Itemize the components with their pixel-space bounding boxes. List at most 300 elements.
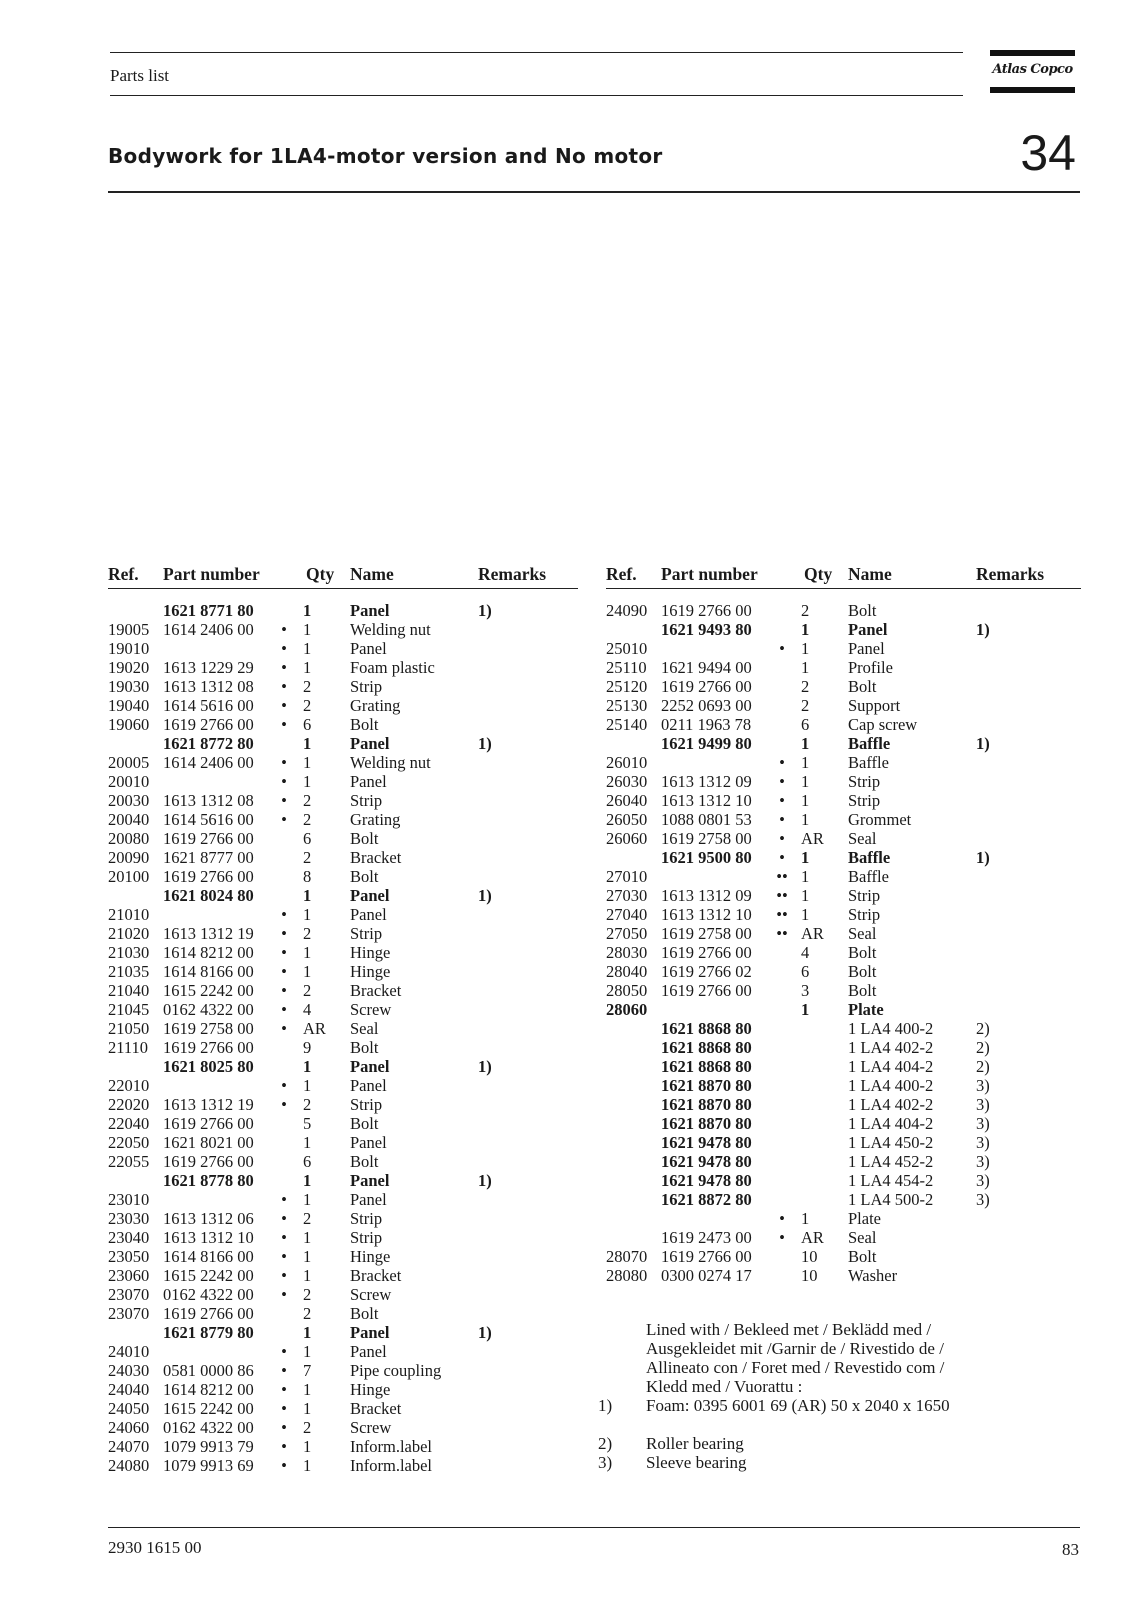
name-cell: Panel — [848, 639, 885, 658]
qty-cell: 8 — [303, 867, 312, 886]
part-number-cell: 1615 2242 00 — [163, 1399, 254, 1418]
table-row — [108, 1171, 578, 1190]
name-cell: Hinge — [350, 1247, 391, 1266]
indent-marker: • — [281, 1266, 287, 1285]
indent-marker: • — [281, 1399, 287, 1418]
table-row — [108, 1228, 578, 1247]
table-row — [606, 1000, 1081, 1019]
ref-cell: 23030 — [108, 1209, 150, 1228]
footer-rule — [108, 1527, 1080, 1528]
qty-cell: 1 — [801, 886, 810, 905]
table-row — [606, 1190, 1081, 1209]
qty-cell: 9 — [303, 1038, 312, 1057]
qty-cell: 1 — [303, 639, 312, 658]
qty-cell: 1 — [303, 886, 312, 905]
name-cell: Panel — [350, 905, 387, 924]
name-cell: Inform.label — [350, 1456, 433, 1475]
name-cell: Bolt — [848, 677, 877, 696]
part-number-cell: 1621 8024 80 — [163, 886, 254, 905]
indent-marker: • — [281, 1000, 287, 1019]
name-cell: Bolt — [848, 1247, 877, 1266]
ref-cell: 27050 — [606, 924, 648, 943]
remarks-cell: 3) — [976, 1171, 990, 1190]
name-cell: Panel — [350, 601, 390, 620]
qty-cell: 4 — [303, 1000, 312, 1019]
ref-cell: 25130 — [606, 696, 648, 715]
footnote-text: Lined with / Bekleed met / Beklädd med / — [646, 1320, 932, 1339]
name-cell: Bolt — [350, 829, 379, 848]
name-cell: Plate — [848, 1209, 881, 1228]
header-part-number: Part number — [163, 564, 260, 584]
table-row — [108, 1133, 578, 1152]
name-cell: Bolt — [848, 601, 877, 620]
name-cell: Welding nut — [350, 753, 431, 772]
qty-cell: 1 — [303, 772, 312, 791]
indent-marker: •• — [776, 867, 788, 886]
ref-cell: 22050 — [108, 1133, 150, 1152]
ref-cell: 24030 — [108, 1361, 150, 1380]
qty-cell: 1 — [801, 848, 810, 867]
name-cell: Cap screw — [848, 715, 918, 734]
qty-cell: 2 — [303, 924, 312, 943]
name-cell: Panel — [350, 639, 387, 658]
ref-cell: 26030 — [606, 772, 648, 791]
indent-marker: • — [281, 639, 287, 658]
part-number-cell: 1621 9478 80 — [661, 1152, 752, 1171]
indent-marker: • — [281, 1437, 287, 1456]
part-number-cell: 1619 2473 00 — [661, 1228, 752, 1247]
indent-marker: • — [779, 753, 785, 772]
name-cell: Panel — [350, 1133, 387, 1152]
indent-marker: • — [281, 1190, 287, 1209]
ref-cell: 24040 — [108, 1380, 150, 1399]
name-cell: Strip — [350, 1095, 383, 1114]
table-row — [606, 1095, 1081, 1114]
qty-cell: 6 — [801, 715, 810, 734]
name-cell: Panel — [350, 734, 390, 753]
footnote-text: Sleeve bearing — [646, 1453, 747, 1472]
header-rule — [110, 95, 963, 96]
ref-cell: 28080 — [606, 1266, 648, 1285]
name-cell: Hinge — [350, 962, 391, 981]
indent-marker: • — [281, 1076, 287, 1095]
qty-cell: 2 — [303, 810, 312, 829]
part-number-cell: 1619 2766 00 — [163, 1038, 254, 1057]
name-cell: Bolt — [848, 962, 877, 981]
remarks-cell: 2) — [976, 1057, 990, 1076]
name-cell: 1 LA4 452-2 — [848, 1152, 934, 1171]
table-row — [108, 1152, 578, 1171]
remarks-cell: 3) — [976, 1095, 990, 1114]
name-cell: Screw — [350, 1285, 392, 1304]
table-row — [606, 905, 1081, 924]
ref-cell: 23040 — [108, 1228, 150, 1247]
table-row — [108, 1342, 578, 1361]
name-cell: 1 LA4 404-2 — [848, 1057, 934, 1076]
qty-cell: 7 — [303, 1361, 312, 1380]
table-row — [108, 1380, 578, 1399]
qty-cell: 2 — [303, 1304, 312, 1323]
part-number-cell: 1621 9499 80 — [661, 734, 752, 753]
header-ref: Ref. — [606, 564, 637, 584]
ref-cell: 28030 — [606, 943, 648, 962]
qty-cell: 2 — [303, 1095, 312, 1114]
footnote-text: Kledd med / Vuorattu : — [646, 1377, 803, 1396]
ref-cell: 20030 — [108, 791, 150, 810]
indent-marker: • — [281, 791, 287, 810]
ref-cell: 23070 — [108, 1304, 150, 1323]
table-row — [108, 1114, 578, 1133]
table-row — [606, 1019, 1081, 1038]
remarks-cell: 3) — [976, 1133, 990, 1152]
part-number-cell: 1621 9500 80 — [661, 848, 752, 867]
footnote-text: Roller bearing — [646, 1434, 744, 1453]
qty-cell: 1 — [801, 658, 810, 677]
name-cell: Bolt — [350, 1152, 379, 1171]
name-cell: Hinge — [350, 1380, 391, 1399]
indent-marker: • — [281, 658, 287, 677]
qty-cell: 1 — [303, 1171, 312, 1190]
table-row — [108, 810, 578, 829]
qty-cell: 1 — [801, 867, 810, 886]
qty-cell: 2 — [303, 848, 312, 867]
indent-marker: • — [281, 905, 287, 924]
table-row — [606, 696, 1081, 715]
remarks-cell: 1) — [478, 1057, 492, 1076]
part-number-cell: 1619 2766 00 — [661, 601, 752, 620]
table-row — [108, 734, 578, 753]
remarks-cell: 1) — [478, 1323, 492, 1342]
table-row — [108, 1209, 578, 1228]
name-cell: 1 LA4 400-2 — [848, 1076, 934, 1095]
part-number-cell: 1613 1312 08 — [163, 791, 254, 810]
table-row — [606, 962, 1081, 981]
ref-cell: 22020 — [108, 1095, 150, 1114]
header-ref: Ref. — [108, 564, 139, 584]
remarks-cell: 2) — [976, 1038, 990, 1057]
indent-marker: •• — [776, 905, 788, 924]
qty-cell: 1 — [801, 1209, 810, 1228]
table-row — [108, 1361, 578, 1380]
table-header — [606, 564, 1081, 588]
header-qty: Qty — [306, 564, 335, 584]
part-number-cell: 1621 8021 00 — [163, 1133, 254, 1152]
name-cell: Welding nut — [350, 620, 431, 639]
table-row — [108, 1095, 578, 1114]
indent-marker: • — [281, 1228, 287, 1247]
ref-cell: 23070 — [108, 1285, 150, 1304]
table-row — [108, 658, 578, 677]
ref-cell: 21045 — [108, 1000, 150, 1019]
table-row — [108, 1000, 578, 1019]
ref-cell: 20040 — [108, 810, 150, 829]
part-number-cell: 1621 9493 80 — [661, 620, 752, 639]
name-cell: Baffle — [848, 753, 889, 772]
part-number-cell: 1621 9494 00 — [661, 658, 752, 677]
table-row — [108, 601, 578, 620]
part-number-cell: 1614 5616 00 — [163, 696, 254, 715]
table-row — [606, 1247, 1081, 1266]
ref-cell: 20080 — [108, 829, 150, 848]
remarks-cell: 2) — [976, 1019, 990, 1038]
part-number-cell: 1621 8779 80 — [163, 1323, 254, 1342]
table-row — [606, 848, 1081, 867]
part-number-cell: 1614 8212 00 — [163, 943, 254, 962]
qty-cell: 1 — [303, 943, 312, 962]
indent-marker: • — [281, 962, 287, 981]
header-name: Name — [350, 564, 394, 584]
ref-cell: 20100 — [108, 867, 150, 886]
part-number-cell: 1621 8870 80 — [661, 1095, 752, 1114]
qty-cell: 1 — [303, 1076, 312, 1095]
table-body — [606, 601, 1081, 1285]
header-underline — [606, 588, 1081, 589]
qty-cell: 1 — [801, 620, 810, 639]
name-cell: Screw — [350, 1000, 392, 1019]
part-number-cell: 1614 2406 00 — [163, 753, 254, 772]
indent-marker: •• — [776, 924, 788, 943]
ref-cell: 19010 — [108, 639, 150, 658]
remarks-cell: 3) — [976, 1152, 990, 1171]
part-number-cell: 0211 1963 78 — [661, 715, 752, 734]
part-number-cell: 1621 8772 80 — [163, 734, 254, 753]
part-number-cell: 1621 8868 80 — [661, 1057, 752, 1076]
ref-cell: 21040 — [108, 981, 150, 1000]
part-number-cell: 0300 0274 17 — [661, 1266, 752, 1285]
indent-marker: • — [281, 1380, 287, 1399]
table-row — [108, 1285, 578, 1304]
indent-marker: • — [281, 1456, 287, 1475]
remarks-cell: 1) — [478, 886, 492, 905]
qty-cell: 5 — [303, 1114, 312, 1133]
name-cell: Panel — [350, 1171, 390, 1190]
part-number-cell: 1621 9478 80 — [661, 1171, 752, 1190]
table-row — [606, 810, 1081, 829]
qty-cell: AR — [303, 1019, 326, 1038]
indent-marker: • — [779, 1209, 785, 1228]
name-cell: Plate — [848, 1000, 884, 1019]
qty-cell: AR — [801, 829, 824, 848]
indent-marker: • — [281, 620, 287, 639]
name-cell: Strip — [848, 905, 881, 924]
ref-cell: 22010 — [108, 1076, 150, 1095]
part-number-cell: 1615 2242 00 — [163, 1266, 254, 1285]
part-number-cell: 1613 1312 09 — [661, 772, 752, 791]
part-number-cell: 1621 8868 80 — [661, 1038, 752, 1057]
part-number-cell: 1621 8870 80 — [661, 1076, 752, 1095]
part-number-cell: 1619 2758 00 — [661, 829, 752, 848]
qty-cell: 6 — [303, 1152, 312, 1171]
remarks-cell: 1) — [976, 620, 990, 639]
indent-marker: • — [779, 1228, 785, 1247]
name-cell: Pipe coupling — [350, 1361, 442, 1380]
indent-marker: • — [779, 829, 785, 848]
table-row — [606, 1228, 1081, 1247]
qty-cell: 2 — [801, 601, 810, 620]
qty-cell: 2 — [303, 677, 312, 696]
part-number-cell: 1621 8771 80 — [163, 601, 254, 620]
name-cell: Bracket — [350, 1266, 402, 1285]
indent-marker: • — [779, 772, 785, 791]
footnote-text: Foam: 0395 6001 69 (AR) 50 x 2040 x 1650 — [646, 1396, 950, 1415]
table-row — [108, 1266, 578, 1285]
indent-marker: • — [281, 981, 287, 1000]
part-number-cell: 1619 2766 00 — [163, 829, 254, 848]
qty-cell: 2 — [303, 696, 312, 715]
qty-cell: 1 — [801, 905, 810, 924]
qty-cell: 2 — [303, 1209, 312, 1228]
part-number-cell: 1614 8166 00 — [163, 1247, 254, 1266]
part-number-cell: 1619 2766 00 — [661, 677, 752, 696]
part-number-cell: 1619 2766 00 — [163, 1152, 254, 1171]
name-cell: 1 LA4 500-2 — [848, 1190, 934, 1209]
name-cell: 1 LA4 402-2 — [848, 1095, 934, 1114]
part-number-cell: 0162 4322 00 — [163, 1285, 254, 1304]
ref-cell: 28040 — [606, 962, 648, 981]
table-row — [606, 601, 1081, 620]
name-cell: Baffle — [848, 867, 889, 886]
name-cell: Washer — [848, 1266, 898, 1285]
top-rule — [110, 52, 963, 53]
indent-marker: • — [281, 1342, 287, 1361]
ref-cell: 21050 — [108, 1019, 150, 1038]
name-cell: 1 LA4 400-2 — [848, 1019, 934, 1038]
indent-marker: • — [281, 1418, 287, 1437]
part-number-cell: 1613 1229 29 — [163, 658, 254, 677]
remarks-cell: 1) — [478, 601, 492, 620]
table-row — [108, 791, 578, 810]
ref-cell: 25010 — [606, 639, 648, 658]
indent-marker: • — [281, 715, 287, 734]
name-cell: Strip — [350, 677, 383, 696]
indent-marker: • — [281, 1361, 287, 1380]
ref-cell: 26060 — [606, 829, 648, 848]
ref-cell: 22040 — [108, 1114, 150, 1133]
indent-marker: •• — [776, 886, 788, 905]
ref-cell: 26040 — [606, 791, 648, 810]
name-cell: 1 LA4 454-2 — [848, 1171, 934, 1190]
table-row — [108, 886, 578, 905]
chapter-number: 34 — [1020, 125, 1076, 181]
part-number-cell: 1619 2766 00 — [163, 715, 254, 734]
part-number-cell: 1619 2766 00 — [163, 1114, 254, 1133]
qty-cell: 1 — [303, 734, 312, 753]
table-row — [108, 867, 578, 886]
table-header — [108, 564, 578, 588]
name-cell: Inform.label — [350, 1437, 433, 1456]
footnote-marker: 3) — [598, 1453, 613, 1472]
part-number-cell: 1615 2242 00 — [163, 981, 254, 1000]
part-number-cell: 1614 8166 00 — [163, 962, 254, 981]
name-cell: Strip — [848, 791, 881, 810]
table-row — [108, 715, 578, 734]
table-row — [108, 639, 578, 658]
brand-logo — [990, 50, 1075, 94]
ref-cell: 24070 — [108, 1437, 150, 1456]
name-cell: Panel — [350, 1323, 390, 1342]
part-number-cell: 1613 1312 10 — [163, 1228, 254, 1247]
indent-marker: • — [281, 924, 287, 943]
table-row — [108, 943, 578, 962]
qty-cell: AR — [801, 1228, 824, 1247]
indent-marker: • — [779, 791, 785, 810]
qty-cell: 6 — [801, 962, 810, 981]
qty-cell: 2 — [303, 981, 312, 1000]
part-number-cell: 1614 8212 00 — [163, 1380, 254, 1399]
page-title: Bodywork for 1LA4-motor version and No motor — [108, 144, 663, 168]
ref-cell: 28060 — [606, 1000, 648, 1019]
name-cell: 1 LA4 402-2 — [848, 1038, 934, 1057]
table-row — [606, 677, 1081, 696]
indent-marker: • — [281, 810, 287, 829]
qty-cell: 1 — [303, 1133, 312, 1152]
table-row — [108, 1247, 578, 1266]
table-row — [108, 962, 578, 981]
part-number-cell: 1621 8778 80 — [163, 1171, 254, 1190]
qty-cell: 1 — [303, 1437, 312, 1456]
part-number-cell: 1613 1312 19 — [163, 1095, 254, 1114]
ref-cell: 20005 — [108, 753, 150, 772]
table-row — [108, 1323, 578, 1342]
qty-cell: 1 — [303, 1057, 312, 1076]
qty-cell: 1 — [303, 1228, 312, 1247]
name-cell: 1 LA4 450-2 — [848, 1133, 934, 1152]
remarks-cell: 1) — [478, 1171, 492, 1190]
part-number-cell: 1613 1312 08 — [163, 677, 254, 696]
name-cell: Strip — [350, 791, 383, 810]
part-number-cell: 1621 8872 80 — [661, 1190, 752, 1209]
name-cell: Panel — [848, 620, 888, 639]
ref-cell: 27040 — [606, 905, 648, 924]
ref-cell: 28050 — [606, 981, 648, 1000]
qty-cell: 1 — [303, 1342, 312, 1361]
qty-cell: 1 — [303, 905, 312, 924]
part-number-cell: 1619 2766 00 — [163, 867, 254, 886]
name-cell: Panel — [350, 772, 387, 791]
table-row — [108, 924, 578, 943]
name-cell: Support — [848, 696, 901, 715]
part-number-cell: 1621 8025 80 — [163, 1057, 254, 1076]
qty-cell: 2 — [303, 1418, 312, 1437]
ref-cell: 26010 — [606, 753, 648, 772]
parts-table-left — [108, 564, 578, 1475]
table-row — [108, 1019, 578, 1038]
table-row — [108, 696, 578, 715]
indent-marker: • — [281, 753, 287, 772]
name-cell: Strip — [848, 886, 881, 905]
name-cell: Strip — [848, 772, 881, 791]
part-number-cell: 1088 0801 53 — [661, 810, 752, 829]
header-qty: Qty — [804, 564, 833, 584]
footnote-text: Allineato con / Foret med / Revestido com / — [646, 1358, 945, 1377]
indent-marker: • — [779, 810, 785, 829]
table-row — [606, 620, 1081, 639]
table-row — [606, 1209, 1081, 1228]
header-name: Name — [848, 564, 892, 584]
part-number-cell: 1079 9913 79 — [163, 1437, 254, 1456]
section-label: Parts list — [110, 66, 170, 85]
qty-cell: 1 — [303, 658, 312, 677]
ref-cell: 21110 — [108, 1038, 149, 1057]
indent-marker: • — [281, 1285, 287, 1304]
name-cell: Seal — [350, 1019, 379, 1038]
table-row — [108, 620, 578, 639]
parts-table-right — [606, 564, 1081, 1285]
table-row — [606, 791, 1081, 810]
qty-cell: 1 — [303, 620, 312, 639]
name-cell: Bolt — [350, 715, 379, 734]
name-cell: Panel — [350, 886, 390, 905]
